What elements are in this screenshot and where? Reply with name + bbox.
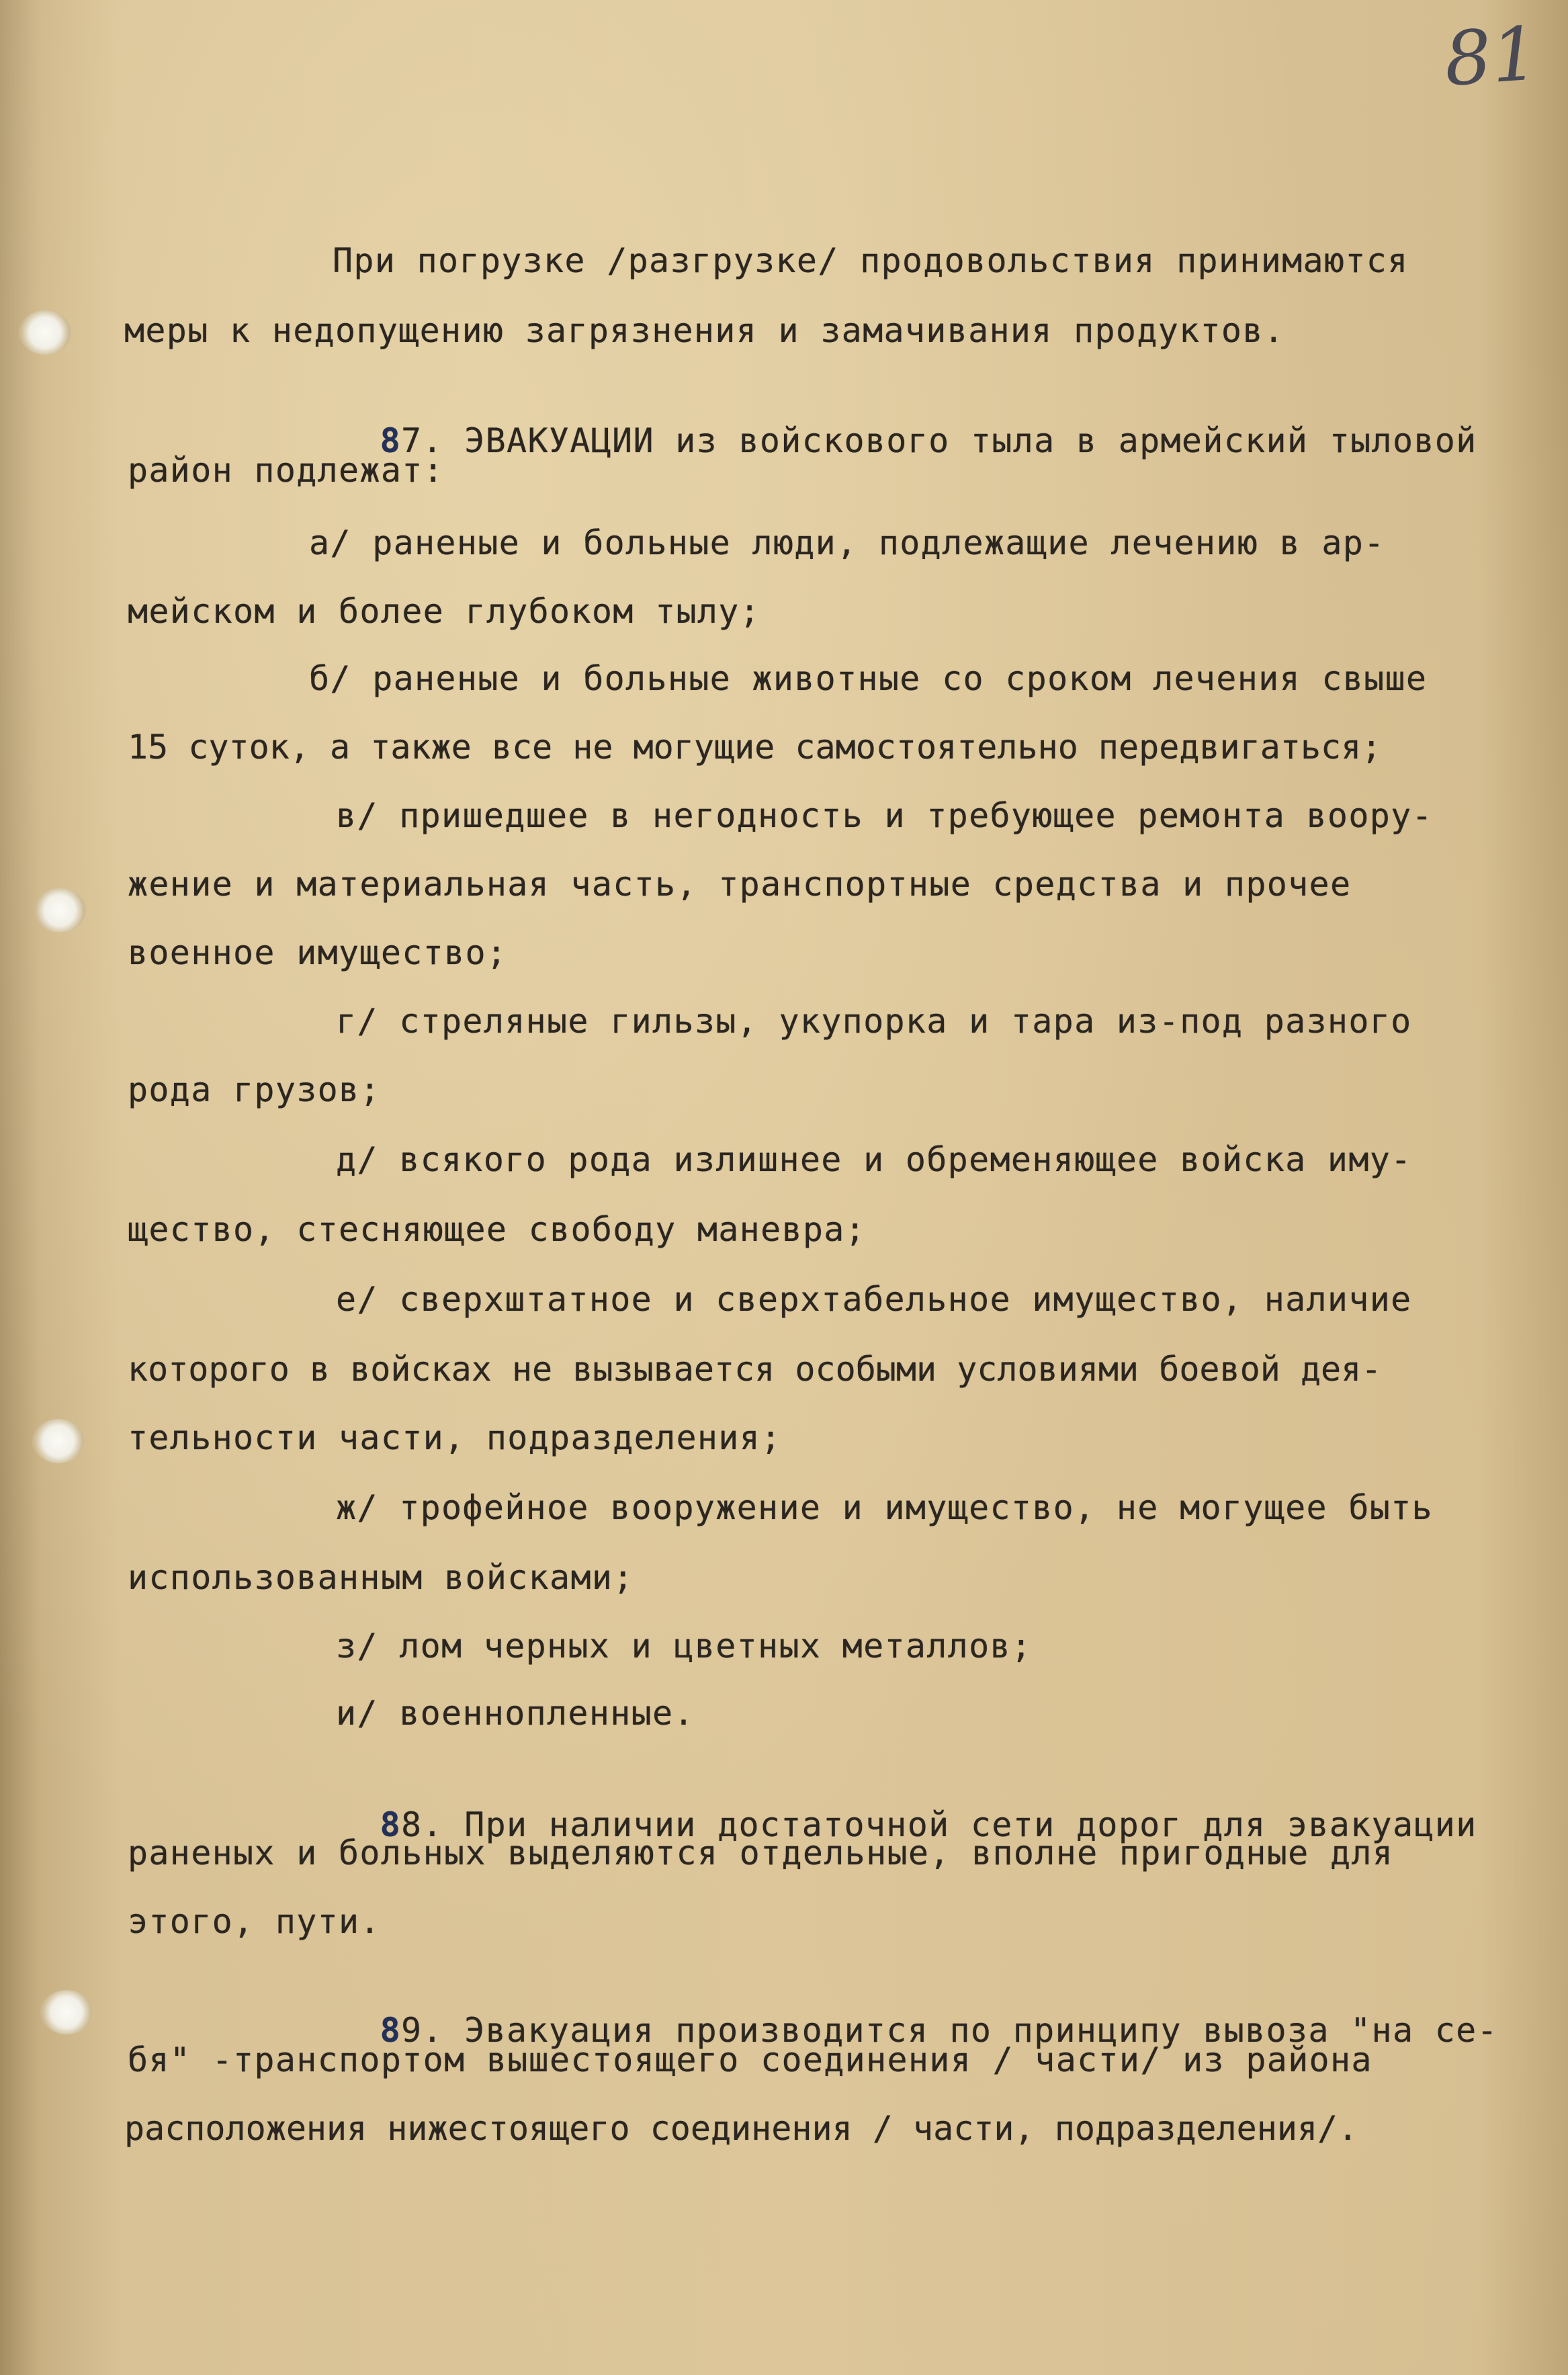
text-line: расположения нижестоящего соединения / части, подразделения/. bbox=[124, 2109, 1358, 2148]
text-line: з/ лом черных и цветных металлов; bbox=[336, 1627, 1033, 1666]
handwritten-section-number: 8 bbox=[380, 1805, 402, 1844]
punch-hole bbox=[34, 888, 86, 933]
text-line: б/ раненые и больные животные со сроком лечения свыше bbox=[309, 659, 1428, 698]
punch-hole bbox=[32, 1419, 85, 1463]
text-line: 7. ЭВАКУАЦИИ из войскового тыла в армейский тыловой bbox=[401, 421, 1477, 460]
text-line: е/ сверхштатное и сверхтабельное имущество, наличие bbox=[336, 1280, 1412, 1319]
text-line: в/ пришедшее в негодность и требующее ремонта воору- bbox=[336, 796, 1433, 835]
text-line: щество, стесняющее свободу маневра; bbox=[128, 1210, 867, 1249]
text-line: При погрузке /разгрузке/ продовольствия принимаются bbox=[333, 241, 1409, 280]
text-line: д/ всякого рода излишнее и обременяющее войска иму- bbox=[336, 1140, 1412, 1179]
text-line: мейском и более глубоком тылу; bbox=[128, 592, 761, 631]
text-line: тельности части, подразделения; bbox=[128, 1418, 782, 1457]
punch-hole bbox=[19, 310, 71, 355]
text-line: район подлежат: bbox=[128, 451, 445, 490]
text-line: и/ военнопленные. bbox=[336, 1694, 695, 1733]
punch-hole bbox=[40, 1990, 93, 2034]
text-line: меры к недопущению загрязнения и замачивания продуктов. bbox=[124, 311, 1285, 350]
text-line: г/ стреляные гильзы, укупорка и тара из-под разного bbox=[336, 1002, 1412, 1041]
text-line: бя" -транспортом вышестоящего соединения / части/ из района bbox=[128, 2040, 1373, 2079]
text-line: ж/ трофейное вооружение и имущество, не могущее быть bbox=[336, 1488, 1433, 1527]
text-line: а/ раненые и больные люди, подлежащие лечению в ар- bbox=[309, 523, 1385, 562]
text-line: 15 суток, а также все не могущие самостоятельно передвигаться; bbox=[128, 728, 1382, 767]
text-line: которого в войсках не вызывается особыми условиями боевой дея- bbox=[128, 1350, 1382, 1389]
section-marker bbox=[296, 380, 1477, 501]
handwritten-section-number: 8 bbox=[380, 2011, 402, 2050]
text-line: этого, пути. bbox=[128, 1902, 381, 1941]
text-line: использованным войсками; bbox=[128, 1558, 634, 1597]
text-line: военное имущество; bbox=[128, 933, 508, 972]
text-line: 8. При наличии достаточной сети дорог для эвакуации bbox=[401, 1805, 1477, 1844]
text-line: 9. Эвакуация производится по принципу вывоза "на се- bbox=[401, 2011, 1498, 2050]
text-line: жение и материальная часть, транспортные средства и прочее bbox=[128, 865, 1352, 904]
handwritten-page-number: 81 bbox=[1441, 10, 1542, 103]
text-line: раненых и больных выделяются отдельные, вполне пригодные для bbox=[128, 1833, 1394, 1872]
text-line: рода грузов; bbox=[128, 1070, 381, 1109]
handwritten-section-number: 8 bbox=[380, 421, 402, 460]
